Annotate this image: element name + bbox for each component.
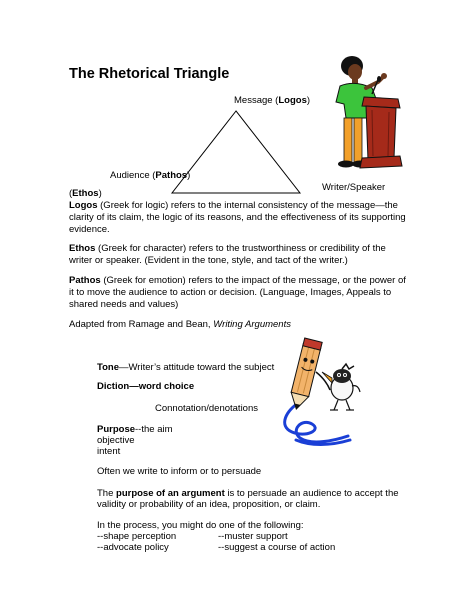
- ethos-label-open: (: [69, 188, 73, 199]
- purpose-item: objective: [97, 435, 135, 446]
- diction-line: [97, 381, 194, 393]
- pathos-def-text-1: (Greek for emotion) refers to the impact of the message, or the power of: [100, 275, 406, 286]
- tone-term: Tone: [97, 362, 119, 373]
- message-prefix: Message (: [234, 95, 279, 106]
- ethos-term: Ethos: [69, 243, 96, 254]
- purpose-term: Purpose: [97, 424, 136, 435]
- argument-term: purpose of an argument: [116, 488, 225, 499]
- citation-book-title: Writing Arguments: [213, 319, 291, 330]
- process-intro: In the process, you might do one of the following:: [97, 520, 304, 531]
- often-line: Often we write to inform or to persuade: [97, 466, 262, 477]
- citation-prefix: Adapted from Ramage and Bean,: [69, 319, 214, 330]
- connotation-line: Connotation/denotations: [155, 403, 258, 414]
- audience-suffix: ): [187, 170, 191, 181]
- ethos-label-close: ): [98, 188, 102, 199]
- diction-term: Diction—word choice: [97, 381, 195, 392]
- logos-definition-line-3: evidence.: [69, 224, 110, 235]
- pathos-definition-line-2: it to move the audience to action or decision. (Language, Images, Appeals to: [69, 287, 392, 298]
- argument-definition: is to persuade an audience to accept the: [224, 488, 399, 499]
- logos-definition-line-2: clarity of its claim, the logic of its reasons, and the effectiveness of its supporting: [69, 212, 406, 223]
- process-option: --advocate policy: [97, 542, 169, 553]
- process-option: --muster support: [218, 531, 288, 542]
- ethos-label-text: Ethos: [72, 188, 99, 199]
- message-suffix: ): [306, 95, 311, 106]
- process-option: --suggest a course of action: [218, 542, 336, 553]
- process-option: --shape perception: [97, 531, 177, 542]
- message-logos: Logos: [278, 95, 307, 106]
- argument-purpose-line-2: validity or probability of an idea, proposition, or claim.: [97, 499, 321, 510]
- logos-term: Logos: [69, 200, 98, 211]
- tone-line: [97, 362, 274, 374]
- pathos-definition-line-3: shared needs and values): [69, 299, 179, 310]
- purpose-item: intent: [97, 446, 121, 457]
- ethos-definition-line-2: writer or speaker. (Evident in the tone, style, and tact of the writer.): [69, 255, 348, 266]
- pathos-term: Pathos: [69, 275, 101, 286]
- argument-prefix: The: [97, 488, 117, 499]
- triangle-label-writer: Writer/Speaker: [322, 182, 386, 193]
- purpose-definition: --the aim: [135, 424, 173, 435]
- ethos-def-text-1: (Greek for character) refers to the trustworthiness or credibility of the: [95, 243, 386, 254]
- audience-prefix: Audience (: [110, 170, 156, 181]
- audience-pathos: Pathos: [155, 170, 188, 181]
- tone-definition: —Writer’s attitude toward the subject: [119, 362, 275, 373]
- page-title: The Rhetorical Triangle: [69, 66, 230, 82]
- logos-def-text-1: (Greek for logic) refers to the internal consistency of the message—the: [97, 200, 398, 211]
